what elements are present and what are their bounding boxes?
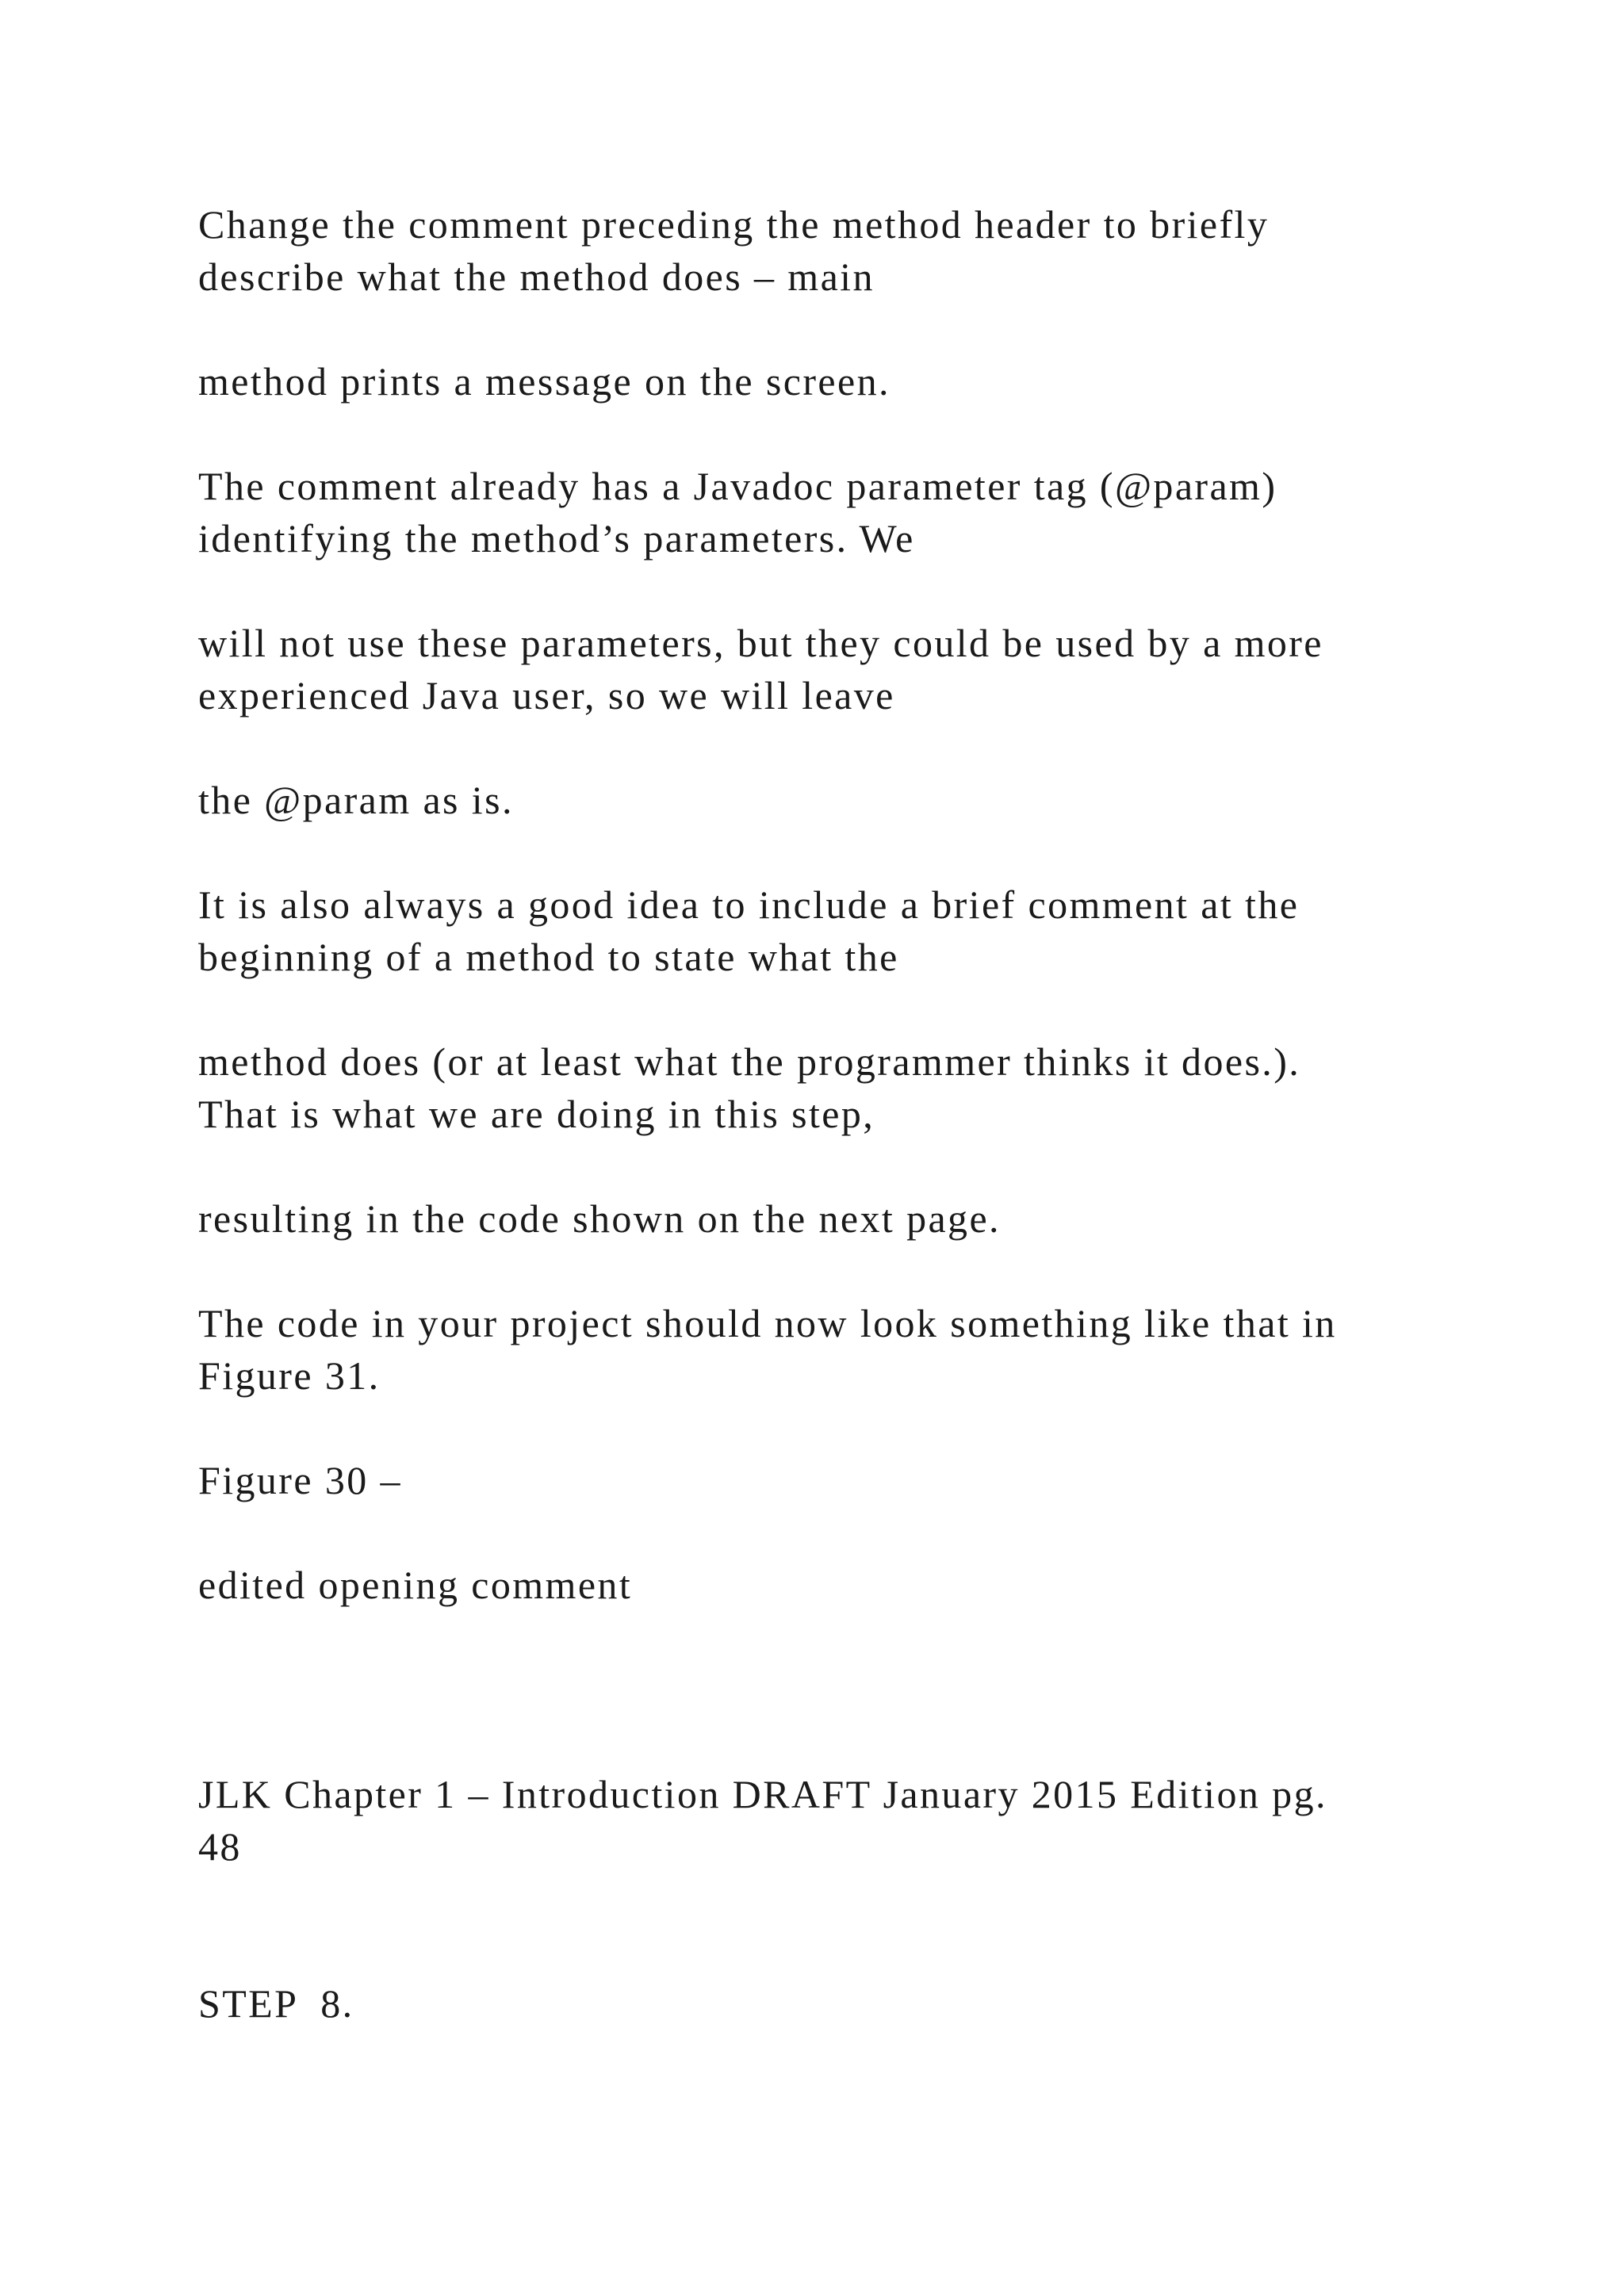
text-line: Change the comment preceding the method header to briefly xyxy=(198,202,1270,247)
text-line: identifying the method’s parameters. We xyxy=(198,516,915,561)
paragraph-method-does xyxy=(198,1035,1499,1140)
text-line: It is also always a good idea to include a brief comment at the xyxy=(198,882,1300,927)
text-line: edited opening comment xyxy=(198,1563,633,1607)
text-line: Figure 30 – xyxy=(198,1458,402,1502)
text-line: method does (or at least what the programmer thinks it does.). xyxy=(198,1039,1301,1084)
text-line: describe what the method does – main xyxy=(198,254,875,299)
text-line: the @param as is. xyxy=(198,778,514,822)
text-line: The code in your project should now look something like that in xyxy=(198,1301,1337,1345)
text-line: That is what we are doing in this step, xyxy=(198,1092,875,1136)
page-footer xyxy=(198,1768,1499,1873)
text-line: method prints a message on the screen. xyxy=(198,359,891,404)
text-line: 48 xyxy=(198,1824,242,1869)
paragraph-main-prints xyxy=(198,355,1499,408)
text-line: STEP 8. xyxy=(198,1981,354,2026)
text-line: JLK Chapter 1 – Introduction DRAFT January 2015 Edition pg. xyxy=(198,1772,1327,1816)
paragraph-resulting-code xyxy=(198,1192,1499,1245)
paragraph-method-comment-intro xyxy=(198,198,1499,303)
figure-caption-label xyxy=(198,1454,1499,1506)
text-line: experienced Java user, so we will leave xyxy=(198,673,895,718)
text-line: beginning of a method to state what the xyxy=(198,935,899,979)
paragraph-param-as-is xyxy=(198,774,1499,826)
text-line: Figure 31. xyxy=(198,1353,381,1398)
step-heading xyxy=(198,1977,1499,2030)
paragraph-not-use-parameters xyxy=(198,617,1499,721)
paragraph-code-should-look xyxy=(198,1297,1499,1402)
figure-caption-text xyxy=(198,1559,1499,1611)
text-line: The comment already has a Javadoc parameter tag (@param) xyxy=(198,464,1277,508)
text-line: resulting in the code shown on the next page. xyxy=(198,1196,1001,1241)
paragraph-javadoc-param xyxy=(198,460,1499,564)
text-line: will not use these parameters, but they could be used by a more xyxy=(198,621,1323,665)
paragraph-good-idea-comment xyxy=(198,878,1499,983)
